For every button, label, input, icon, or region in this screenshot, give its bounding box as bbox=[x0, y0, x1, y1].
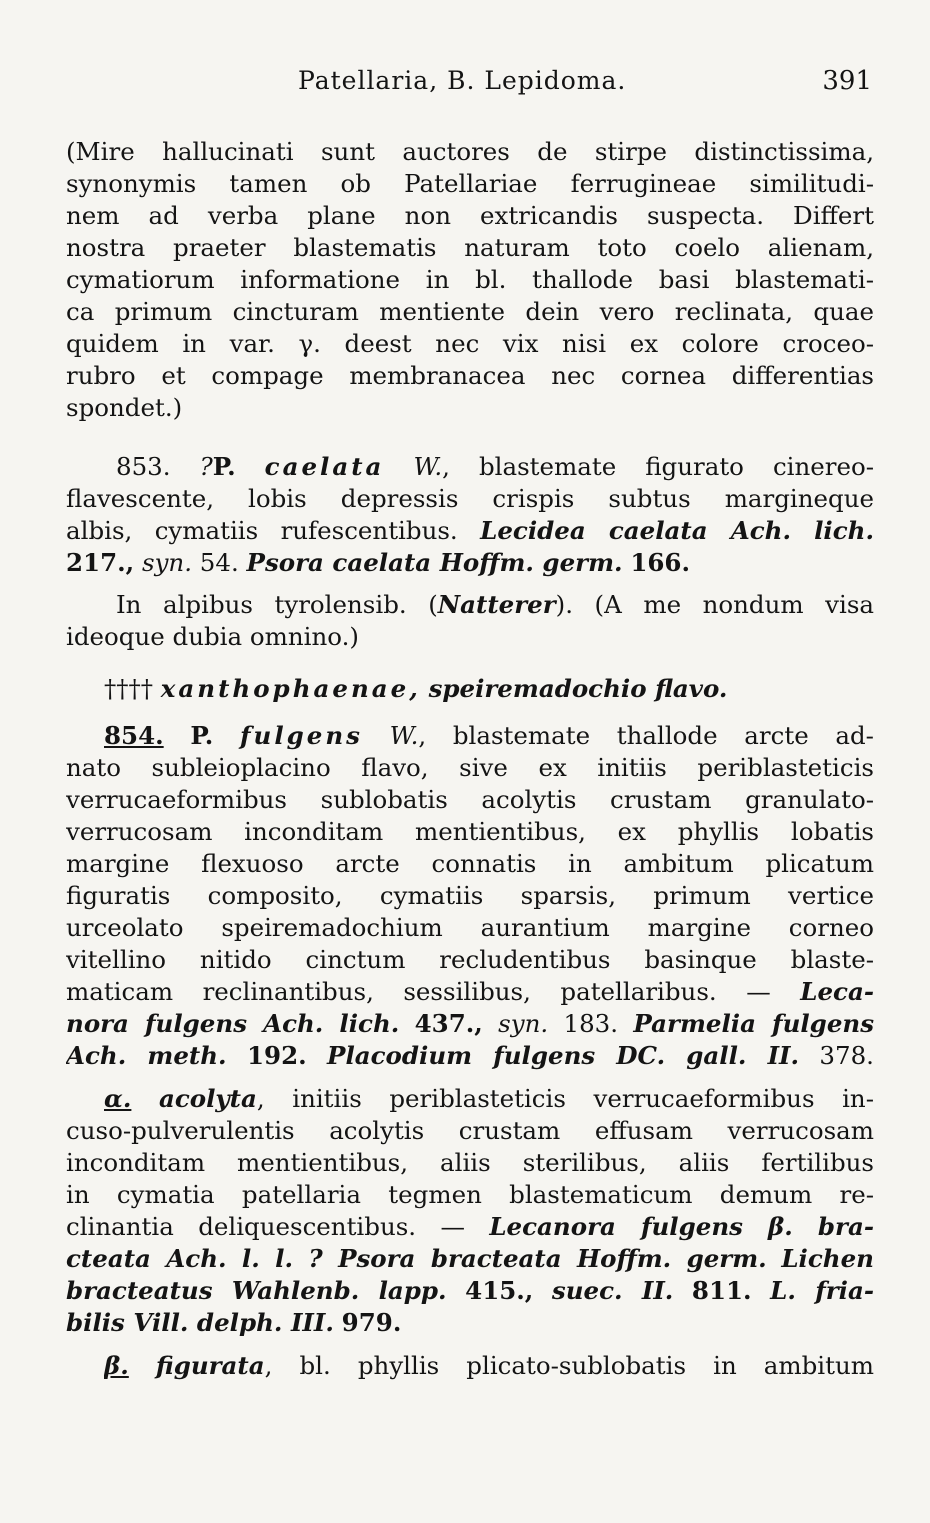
text-line: ideoque dubia omnino.) bbox=[66, 622, 359, 651]
genus: P. bbox=[212, 452, 236, 481]
variety-name: figurata bbox=[155, 1351, 265, 1380]
reference: syn. bbox=[142, 548, 192, 577]
text-line: (Mire hallucinati sunt auctores de stirpe distinctissima, bbox=[66, 137, 874, 166]
reference: nora fulgens Ach. lich. bbox=[66, 1009, 400, 1038]
text-line: in cymatia patellaria tegmen blastematicum demum re- bbox=[66, 1180, 874, 1209]
entry-text: , blastemate thallode arcte ad- bbox=[418, 721, 874, 750]
text-line: cymatiorum informatione in bl. thallode basi blastemati- bbox=[66, 265, 874, 294]
entry-text: clinantia deliquescentibus. — bbox=[66, 1212, 465, 1241]
variety-alpha-line-7 bbox=[66, 1275, 874, 1307]
query-mark: ? bbox=[199, 452, 213, 481]
entry-854-line-10 bbox=[66, 1008, 874, 1040]
text-line: inconditam mentientibus, aliis sterilibus, aliis fertilibus bbox=[66, 1148, 874, 1177]
author: W. bbox=[389, 721, 419, 750]
entry-853-line-4 bbox=[66, 547, 874, 579]
reference: syn. bbox=[498, 1009, 549, 1038]
text-line: urceolato speiremadochium aurantium margine corneo bbox=[66, 913, 874, 942]
text-line: synonymis tamen ob Patellariae ferrugineae similitudi- bbox=[66, 169, 874, 198]
entry-853-note-line-1 bbox=[116, 589, 874, 621]
species-name: caelata bbox=[264, 452, 385, 481]
reference-number: 811. bbox=[691, 1276, 752, 1305]
reference: bilis Vill. delph. III. bbox=[66, 1308, 334, 1337]
variety-name: acolyta bbox=[158, 1084, 257, 1113]
variety-alpha-line-1 bbox=[104, 1083, 874, 1115]
reference-number: 437., bbox=[414, 1009, 483, 1038]
reference: suec. II. bbox=[551, 1276, 674, 1305]
variety-alpha-line-6 bbox=[66, 1243, 874, 1275]
entry-text: , bl. phyllis plicato-sublobatis in ambitum bbox=[264, 1351, 874, 1380]
section-title: xanthophaenae, bbox=[160, 674, 421, 703]
variety-beta-line-1 bbox=[104, 1350, 874, 1382]
reference-number: 192. bbox=[246, 1041, 307, 1070]
reference: Lichen bbox=[781, 1244, 874, 1273]
entry-number: 853. bbox=[116, 452, 171, 481]
reference: Psora caelata Hoffm. germ. bbox=[246, 548, 623, 577]
running-title: Patellaria, B. Lepidoma. bbox=[298, 66, 627, 95]
variety-label: β. bbox=[104, 1351, 129, 1380]
text-line: quidem in var. γ. deest nec vix nisi ex colore croceo- bbox=[66, 329, 874, 358]
reference: Leca- bbox=[800, 977, 874, 1006]
text-line: flavescente, lobis depressis crispis subtus margineque bbox=[66, 484, 874, 513]
text-line: margine flexuoso arcte connatis in ambitum plicatum bbox=[66, 849, 874, 878]
reference: cteata Ach. l. l. ? Psora bracteata Hoffm. germ. bbox=[66, 1244, 767, 1273]
reference: Lecanora fulgens β. bra- bbox=[489, 1212, 874, 1241]
reference: Parmelia fulgens bbox=[633, 1009, 874, 1038]
entry-854-line-1 bbox=[104, 720, 874, 752]
entry-text: maticam reclinantibus, sessilibus, patellaribus. — bbox=[66, 977, 771, 1006]
entry-853-line-3 bbox=[66, 515, 874, 547]
note-text: ). (A me nondum visa bbox=[555, 590, 874, 619]
entry-854-line-11 bbox=[66, 1040, 874, 1072]
variety-alpha-line-5 bbox=[66, 1211, 874, 1243]
reference-number: 979. bbox=[341, 1308, 402, 1337]
page-header bbox=[66, 66, 878, 106]
reference-number: 166. bbox=[630, 548, 690, 577]
text-line: rubro et compage membranacea nec cornea differentias bbox=[66, 361, 874, 390]
text-line: vitellino nitido cinctum recludentibus basinque blaste- bbox=[66, 945, 874, 974]
text-line: figuratis composito, cymatiis sparsis, primum vertice bbox=[66, 881, 874, 910]
author: W. bbox=[413, 452, 443, 481]
entry-854-line-9 bbox=[66, 976, 874, 1008]
variety-label: α. bbox=[104, 1084, 132, 1113]
reference-number: 217., bbox=[66, 548, 135, 577]
reference: bracteatus Wahlenb. lapp. bbox=[66, 1276, 447, 1305]
reference-number: 183. bbox=[563, 1009, 619, 1038]
entry-number: 854. bbox=[104, 721, 164, 750]
entry-text: albis, cymatiis rufescentibus. bbox=[66, 516, 458, 545]
reference-number: 378. bbox=[819, 1041, 874, 1070]
text-line: ca primum cincturam mentiente dein vero reclinata, quae bbox=[66, 297, 874, 326]
reference: L. fria- bbox=[770, 1276, 874, 1305]
section-heading bbox=[104, 673, 874, 705]
text-line: nato subleioplacino flavo, sive ex initiis periblasteticis bbox=[66, 753, 874, 782]
reference-number: 415., bbox=[465, 1276, 534, 1305]
text-line: verrucaeformibus sublobatis acolytis crustam granulato- bbox=[66, 785, 874, 814]
text-line: spondet.) bbox=[66, 393, 183, 422]
dagger-marks: †††† bbox=[104, 674, 153, 703]
reference-number: 54. bbox=[199, 548, 239, 577]
reference: Placodium fulgens DC. gall. II. bbox=[327, 1041, 800, 1070]
variety-alpha-line-8 bbox=[66, 1307, 874, 1339]
reference: Ach. meth. bbox=[66, 1041, 227, 1070]
page-number: 391 bbox=[822, 66, 872, 96]
text-line: cuso-pulverulentis acolytis crustam effusam verrucosam bbox=[66, 1116, 874, 1145]
note-text: In alpibus tyrolensib. ( bbox=[116, 590, 438, 619]
text-line: verrucosam inconditam mentientibus, ex phyllis lobatis bbox=[66, 817, 874, 846]
text-line: nem ad verba plane non extricandis suspecta. Differt bbox=[66, 201, 874, 230]
collector: Natterer bbox=[437, 590, 556, 619]
genus: P. bbox=[190, 721, 214, 750]
entry-text: , initiis periblasteticis verrucaeformibus in- bbox=[256, 1084, 874, 1113]
section-subtitle: speiremadochio flavo. bbox=[428, 674, 728, 703]
entry-853-line-1 bbox=[116, 451, 874, 483]
species-name: fulgens bbox=[239, 721, 363, 750]
reference: Lecidea caelata Ach. lich. bbox=[480, 516, 874, 545]
entry-text: , blastemate figurato cinereo- bbox=[442, 452, 874, 481]
text-line: nostra praeter blastematis naturam toto coelo alienam, bbox=[66, 233, 874, 262]
